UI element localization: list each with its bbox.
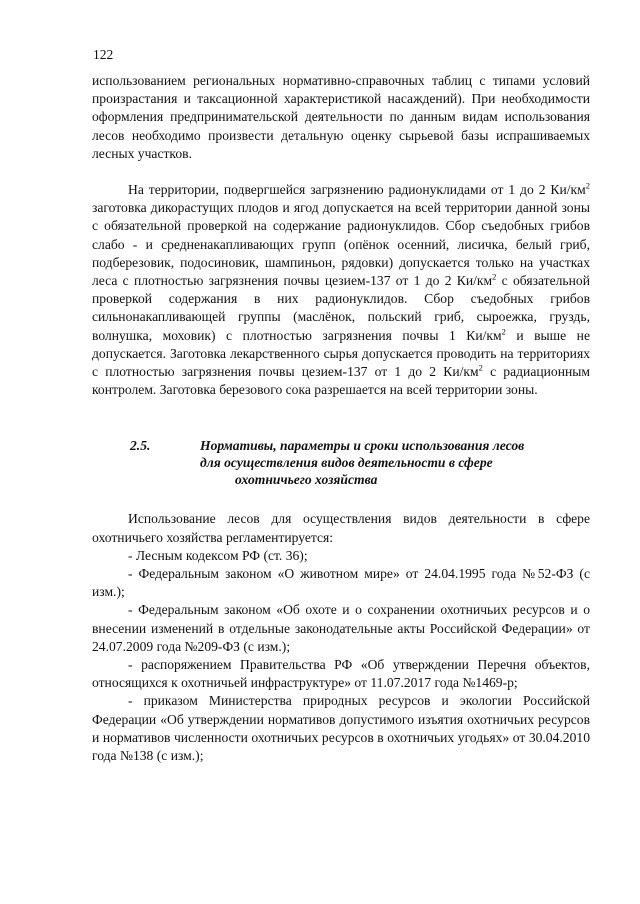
paragraph-raw-material-assessment: использованием региональных нормативно-справочных таблиц с типами условий произрастания и таксационной характеристикой насаждений). При необходимости оформления предпринимательской деятельности по данным видам использования лесов необходимо произвести детальную оценку сырьевой базы испрашиваемых лесных участков. (92, 73, 590, 161)
section-title-line1: Нормативы, параметры и сроки использования лесов (200, 438, 525, 454)
list-item: - Лесным кодексом РФ (ст. 36); (128, 547, 308, 563)
page-content (92, 72, 590, 765)
page-number: 122 (93, 47, 114, 62)
section-heading (92, 437, 590, 488)
paragraph-hunting-regulation-intro: Использование лесов для осуществления видов деятельности в сфере охотничьего хозяйства регламентируется: (92, 511, 590, 545)
paragraph-radionuclide-rules: На территории, подвергшейся загрязнению радионуклидами от 1 до 2 $Ки/км^2$ заготовка дикорастущих плодов и ягод допускается на всей территории данной зоны с обязательной проверкой на содержание радионуклидов. Сбор съедобных грибов слабо - и средненакапливающих групп (опёнок осенний, лисичка, белый гриб, подберезовик, подосиновик, шампиньон, рядовки) допускается только на участках леса с плотностью загрязнения почвы цезием-137 от 1 до 2 $Ки/км^2$ с обязательной проверкой содержания в них радионуклидов. Сбор съедобных грибов сильнонакапливающей группы (маслёнок, польский гриб, сыроежка, груздь, волнушка, моховик) с плотностью загрязнения почвы 1 $Ки/км^2$ и выше не допускается. Заготовка лекарственного сырья допускается проводить на территориях с плотностью загрязнения почвы цезием-137 от 1 до 2 $Ки/км^2$ с радиационным контролем. Заготовка березового сока разрешается на всей территории зоны. (92, 180, 590, 398)
regulation-list (92, 547, 590, 765)
list-item: - Федеральным законом «Об охоте и о сохранении охотничьих ресурсов и о внесении изменений в отдельные законодательные акты Российской Федерации» от 24.07.2009 года №209-ФЗ (с изм.); (92, 602, 590, 654)
section-number: 2.5. (130, 438, 151, 454)
section-title-line3: охотничьего хозяйства (235, 472, 378, 488)
list-item: - приказом Министерства природных ресурсов и экологии Российской Федерации «Об утверждении нормативов допустимого изъятия охотничьих ресурсов и нормативов численности охотничьих ресурсов в охотничьих угодьях» от 30.04.2010 года №138 (с изм.); (92, 693, 590, 764)
list-item: - Федеральным законом «О животном мире» от 24.04.1995 года №52-ФЗ (с изм.); (92, 566, 590, 600)
section-title-line2: для осуществления видов деятельности в сфере (200, 455, 493, 471)
list-item: - распоряжением Правительства РФ «Об утверждении Перечня объектов, относящихся к охотничьей инфраструктуре» от 11.07.2017 года №1469-р; (92, 657, 590, 691)
